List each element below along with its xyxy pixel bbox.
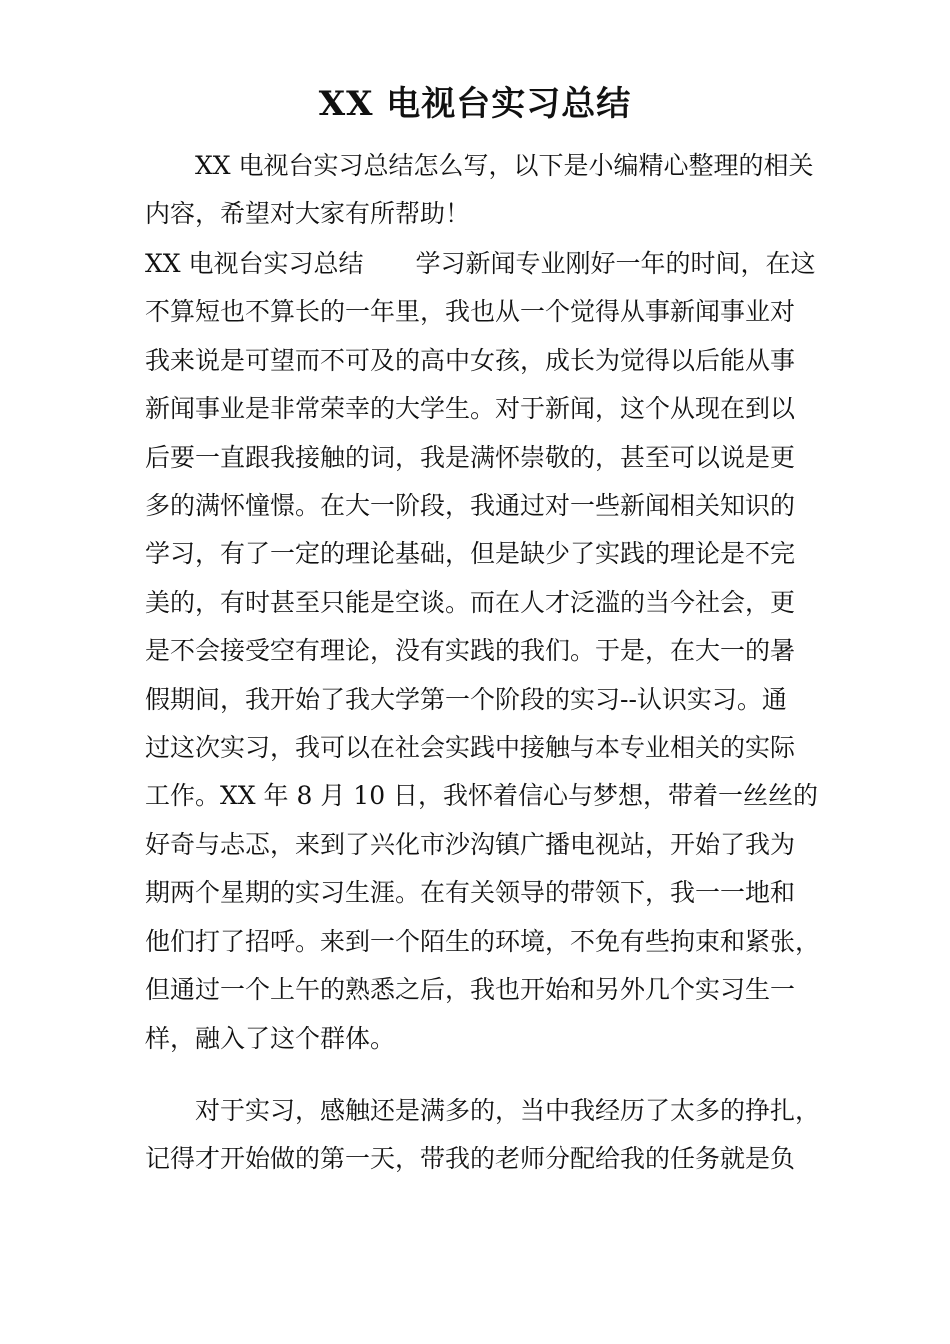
intro-line-1: XX 电视台实习总结怎么写，以下是小编精心整理的相关 <box>195 151 814 180</box>
main-line-7: 美的，有时甚至只能是空谈。而在人才泛滥的当今社会，更 <box>145 587 796 617</box>
main-line-15: 但通过一个上午的熟悉之后，我也开始和另外几个实习生一 <box>145 975 796 1005</box>
main-line-13: 期两个星期的实习生涯。在有关领导的带领下，我一一地和 <box>145 878 796 908</box>
main-line-14: 他们打了招呼。来到一个陌生的环境，不免有些拘束和紧张， <box>145 926 821 956</box>
intro-paragraph <box>145 142 814 239</box>
main-line-10: 过这次实习，我可以在社会实践中接触与本专业相关的实际 <box>145 733 796 763</box>
main-line-11: 工作。XX 年 8 月 10 日，我怀着信心与梦想，带着一丝丝的 <box>145 781 819 811</box>
main-line-4: 后要一直跟我接触的词，我是满怀崇敬的，甚至可以说是更 <box>145 442 796 472</box>
main-first-line-text: 学习新闻专业刚好一年的时间，在这 <box>415 249 816 278</box>
main-line-5: 多的满怀憧憬。在大一阶段，我通过对一些新闻相关知识的 <box>145 491 796 521</box>
main-line-1: 不算短也不算长的一年里，我也从一个觉得从事新闻事业对 <box>145 297 796 327</box>
main-line-16: 样，融入了这个群体。 <box>145 1023 396 1053</box>
page-title: XX 电视台实习总结 <box>318 84 632 124</box>
main-line-8: 是不会接受空有理论，没有实践的我们。于是，在大一的暑 <box>145 636 796 666</box>
second-paragraph <box>145 1087 821 1184</box>
main-line-3: 新闻事业是非常荣幸的大学生。对于新闻，这个从现在到以 <box>145 394 796 424</box>
intro-line-2: 内容，希望对大家有所帮助！ <box>145 199 471 229</box>
main-line-0 <box>145 240 816 288</box>
main-paragraph <box>145 240 821 1063</box>
main-line-9: 假期间，我开始了我大学第一个阶段的实习--认识实习。通 <box>145 684 787 714</box>
main-line-12: 好奇与忐忑，来到了兴化市沙沟镇广播电视站，开始了我为 <box>145 829 796 859</box>
second-line-2: 记得才开始做的第一天，带我的老师分配给我的任务就是负 <box>145 1144 796 1174</box>
section-heading: XX 电视台实习总结 <box>145 249 364 278</box>
main-line-2: 我来说是可望而不可及的高中女孩，成长为觉得以后能从事 <box>145 345 796 375</box>
second-line-1: 对于实习，感触还是满多的，当中我经历了太多的挣扎， <box>195 1096 821 1125</box>
main-line-6: 学习，有了一定的理论基础，但是缺少了实践的理论是不完 <box>145 539 796 569</box>
